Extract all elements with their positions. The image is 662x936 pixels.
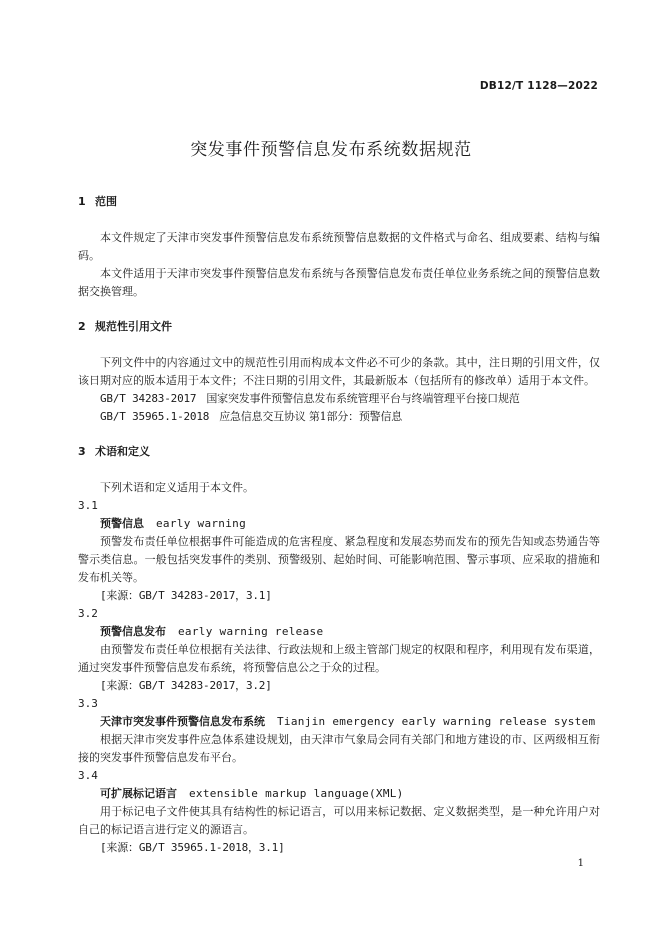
- reference-code: GB/T 35965.1-2018: [100, 410, 210, 423]
- term-entry: [78, 623, 600, 641]
- term-source: [来源：GB/T 34283-2017，3.2]: [100, 679, 272, 692]
- reference-title: 应急信息交互协议 第1部分：预警信息: [219, 410, 403, 423]
- term-number: 3.3: [78, 697, 98, 710]
- paragraph: 本文件适用于天津市突发事件预警信息发布系统与各预警信息发布责任单位业务系统之间的预警信息数据交换管理。: [78, 267, 600, 298]
- term-number: 3.2: [78, 607, 98, 620]
- section-heading-normative-references: [78, 318, 600, 336]
- term-english: Tianjin emergency early warning release system: [277, 715, 596, 728]
- section-heading-scope: [78, 193, 600, 211]
- term-number: 3.1: [78, 499, 98, 512]
- term-definition: 由预警发布责任单位根据有关法律、行政法规和上级主管部门规定的权限和程序，利用现有发布渠道，通过突发事件预警信息发布系统，将预警信息公之于众的过程。: [78, 643, 600, 674]
- document-id: DB12/T 1128—2022: [479, 80, 598, 92]
- reference-item: [78, 408, 600, 426]
- term-english: extensible markup language(XML): [189, 787, 404, 800]
- paragraph: 下列术语和定义适用于本文件。: [100, 481, 254, 494]
- term-definition: 根据天津市突发事件应急体系建设规划，由天津市气象局会同有关部门和地方建设的市、区两级相互衔接的突发事件预警信息发布平台。: [78, 733, 600, 764]
- term-definition: 用于标记电子文件使其具有结构性的标记语言，可以用来标记数据、定义数据类型，是一种允许用户对自己的标记语言进行定义的源语言。: [78, 805, 600, 836]
- section-number: 1: [78, 195, 86, 208]
- term-number: 3.4: [78, 769, 98, 782]
- reference-item: [78, 390, 600, 408]
- paragraph: 下列文件中的内容通过文中的规范性引用而构成本文件必不可少的条款。其中，注日期的引用文件，仅该日期对应的版本适用于本文件；不注日期的引用文件，其最新版本（包括所有的修改单）适用于本文件。: [78, 356, 600, 387]
- reference-title: 国家突发事件预警信息发布系统管理平台与终端管理平台接口规范: [206, 392, 520, 405]
- section-title: 规范性引用文件: [95, 320, 172, 333]
- term-chinese: 可扩展标记语言: [100, 787, 177, 800]
- reference-code: GB/T 34283-2017: [100, 392, 197, 405]
- term-english: early warning release: [178, 625, 324, 638]
- document-title: 突发事件预警信息发布系统数据规范: [190, 140, 472, 160]
- term-entry: [78, 785, 600, 803]
- section-heading-terms-definitions: [78, 443, 600, 461]
- section-title: 范围: [95, 195, 117, 208]
- page-number: 1: [577, 858, 584, 869]
- section-number: 2: [78, 320, 86, 333]
- term-source: [来源：GB/T 34283-2017，3.1]: [100, 589, 272, 602]
- term-source: [来源：GB/T 35965.1-2018，3.1]: [100, 841, 285, 854]
- term-entry: [78, 515, 600, 533]
- term-english: early warning: [156, 517, 246, 530]
- term-entry: [78, 713, 600, 731]
- section-number: 3: [78, 445, 86, 458]
- term-chinese: 预警信息: [100, 517, 144, 530]
- document-body: [78, 193, 600, 857]
- term-definition: 预警发布责任单位根据事件可能造成的危害程度、紧急程度和发展态势而发布的预先告知或态势通告等警示类信息。一般包括突发事件的类别、预警级别、起始时间、可能影响范围、警示事项、应采取的措施和发布机关等。: [78, 535, 600, 584]
- paragraph: 本文件规定了天津市突发事件预警信息发布系统预警信息数据的文件格式与命名、组成要素、结构与编码。: [78, 231, 600, 262]
- term-chinese: 天津市突发事件预警信息发布系统: [100, 715, 265, 728]
- section-title: 术语和定义: [95, 445, 150, 458]
- term-chinese: 预警信息发布: [100, 625, 166, 638]
